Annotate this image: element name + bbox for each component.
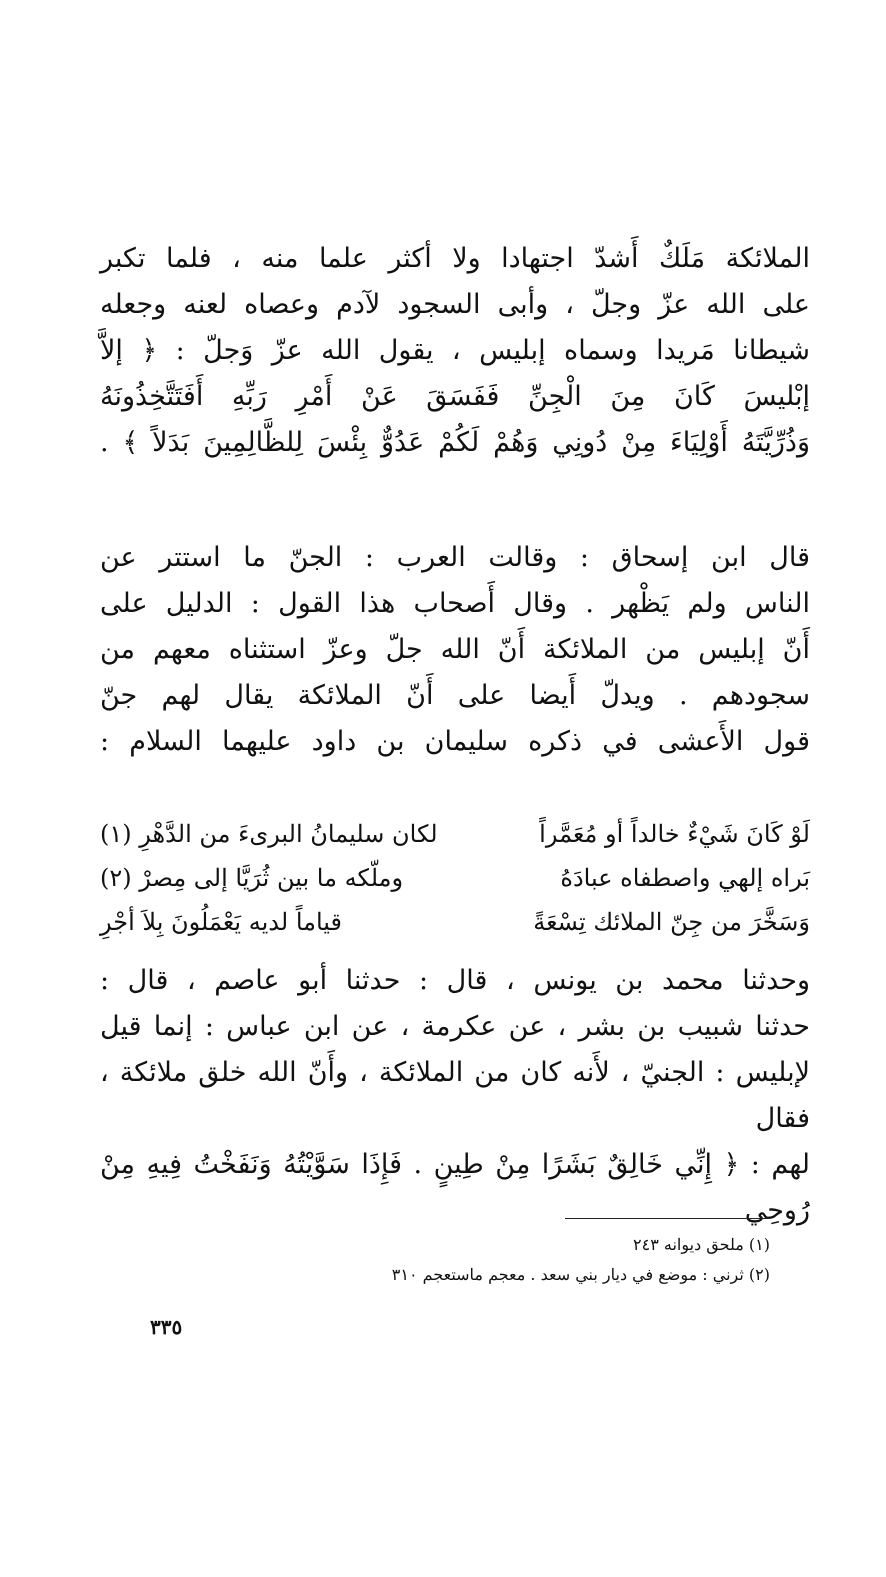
text-line: حدثنا شبيب بن بشر ، عن عكرمة ، عن ابن عباس : إنما قيل bbox=[100, 1011, 810, 1042]
text-line: سجودهم . ويدلّ أَيضا على أَنّ الملائكة يقال لهم جنّ bbox=[100, 680, 810, 711]
text-line: أَنّ إبليس من الملائكة أَنّ الله جلّ وعزّ استثناه معهم من bbox=[100, 634, 810, 665]
paragraph-ibn-abbas bbox=[100, 958, 810, 1234]
verse-first-hemistich: وَسَخَّرَ من جِنّ الملائك تِسْعَةً bbox=[533, 908, 810, 936]
page-number: ٣٣٥ bbox=[150, 1315, 183, 1339]
footnote: (١) ملحق ديوانه ٢٤٣ bbox=[633, 1235, 770, 1254]
verse-second-hemistich: لكان سليمانُ البرىءَ من الدَّهْرِ (١) bbox=[100, 820, 438, 848]
text-line: شيطانا مَريدا وسماه إبليس ، يقول الله عزّ وَجلّ : ﴿ إلاَّ bbox=[100, 335, 810, 366]
paragraph-ibn-ishaq bbox=[100, 535, 810, 765]
paragraph-angels-iblis bbox=[100, 236, 810, 466]
text-line: قول الأَعشى في ذكره سليمان بن داود عليهما السلام : bbox=[100, 726, 810, 757]
text-line: على الله عزّ وجلّ ، وأبى السجود لآدم وعصاه لعنه وجعله bbox=[100, 289, 810, 320]
poem-verses bbox=[100, 812, 810, 944]
text-line: لهم : ﴿ إِنِّي خَالِقٌ بَشَرًا مِنْ طِينٍ . فَإِذَا سَوَّيْتُهُ وَنَفَخْتُ فِيهِ مِنْ رُوحِي bbox=[100, 1149, 810, 1226]
text-line: قال ابن إسحاق : وقالت العرب : الجنّ ما استتر عن bbox=[100, 542, 810, 573]
footnotes bbox=[300, 1230, 770, 1290]
poem-verse bbox=[100, 856, 810, 900]
poem-verse bbox=[100, 900, 810, 944]
verse-second-hemistich: وملّكه ما بين ثُرَيَّا إلى مِصرْ (٢) bbox=[100, 864, 404, 892]
text-line: وَذُرِّيَّتَهُ أَوْلِيَاءَ مِنْ دُونِي وَهُمْ لَكُمْ عَدُوٌّ بِئْسَ لِلظَّالِمِينَ بَدَلاً ﴾ . bbox=[100, 427, 810, 458]
verse-first-hemistich: لَوْ كَانَ شَيْءٌ خالداً أو مُعَمَّراً bbox=[539, 820, 810, 848]
text-line: لإبليس : الجنيّ ، لأَنه كان من الملائكة ، وأَنّ الله خلق ملائكة ، فقال bbox=[100, 1057, 810, 1134]
text-line: الناس ولم يَظْهر . وقال أَصحاب هذا القول : الدليل على bbox=[100, 588, 810, 619]
footnote-divider bbox=[565, 1218, 770, 1219]
verse-second-hemistich: قياماً لديه يَعْمَلُونَ بِلاَ أجْرِ bbox=[100, 908, 343, 936]
text-line: وحدثنا محمد بن يونس ، قال : حدثنا أبو عاصم ، قال : bbox=[100, 965, 810, 996]
footnote: (٢) ثرني : موضع في ديار بني سعد . معجم ماستعجم ٣١٠ bbox=[391, 1265, 770, 1284]
text-line: إبْليسَ كَانَ مِنَ الْجِنِّ فَفَسَقَ عَنْ أَمْرِ رَبِّهِ أَفَتَتَّخِذُونَهُ bbox=[100, 381, 810, 412]
verse-first-hemistich: بَراه إلهي واصطفاه عبادَهُ bbox=[560, 864, 810, 892]
poem-verse bbox=[100, 812, 810, 856]
text-line: الملائكة مَلَكٌ أَشدّ اجتهادا ولا أكثر علما منه ، فلما تكبر bbox=[100, 243, 810, 274]
